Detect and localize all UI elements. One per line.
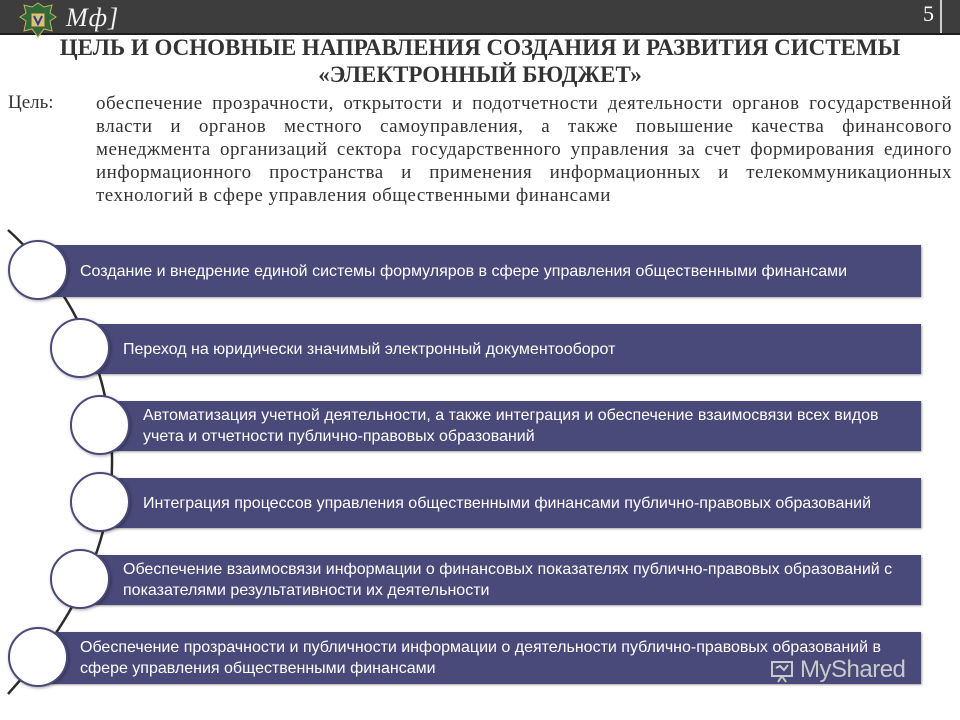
top-bar (0, 0, 960, 35)
direction-bar-2 (86, 324, 921, 374)
slide-number-divider (940, 0, 942, 33)
direction-bar-5 (86, 555, 921, 605)
direction-circle-6 (8, 627, 68, 687)
direction-bar-1 (40, 245, 921, 297)
slide-title: ЦЕЛЬ И ОСНОВНЫЕ НАПРАВЛЕНИЯ СОЗДАНИЯ И РАЗВИТИЯ СИСТЕМЫ «ЭЛЕКТРОННЫЙ БЮДЖЕТ» (59, 35, 901, 87)
direction-text-2: Переход на юридически значимый электронный документооборот (123, 340, 616, 358)
direction-circle-2 (50, 318, 110, 378)
direction-circle-4 (70, 472, 130, 532)
goal-label: Цель: (8, 92, 54, 113)
direction-circle-1 (8, 240, 68, 300)
direction-text-5: Обеспечение взаимосвязи информации о финансовых показателях публично-правовых образований с показателями результативности их деятельности (123, 561, 893, 599)
direction-text-3: Автоматизация учетной деятельности, а также интеграция и обеспечение взаимосвязи всех видов учета и отчетности публично-правовых образований (143, 407, 879, 445)
direction-text-4: Интеграция процессов управления общественными финансами публично-правовых образований (143, 494, 872, 512)
direction-text-1: Создание и внедрение единой системы формуляров в сфере управления общественными финансами (80, 262, 848, 280)
direction-text-6: Обеспечение прозрачности и публичности информации о деятельности публично-правовых образований в сфере управления общественными финансами (80, 639, 881, 677)
watermark (770, 656, 905, 684)
watermark-text: MyShared (800, 656, 906, 683)
goal-text: обеспечение прозрачности, открытости и подотчетности деятельности органов государственной власти и органов местного самоуправления, а также повышение качества финансового менеджмента организаций сектора государственного управления за счет формирования единого информационного пространства и применения информационных и телекоммуникационных технологий в сфере управления общественными финансами (96, 93, 952, 206)
logo-text: Мф] (66, 3, 120, 32)
direction-circle-5 (50, 549, 110, 609)
direction-bar-4 (106, 478, 921, 528)
direction-circle-3 (70, 395, 130, 455)
slide-number: 5 (923, 1, 934, 26)
direction-bar-3 (106, 401, 921, 451)
